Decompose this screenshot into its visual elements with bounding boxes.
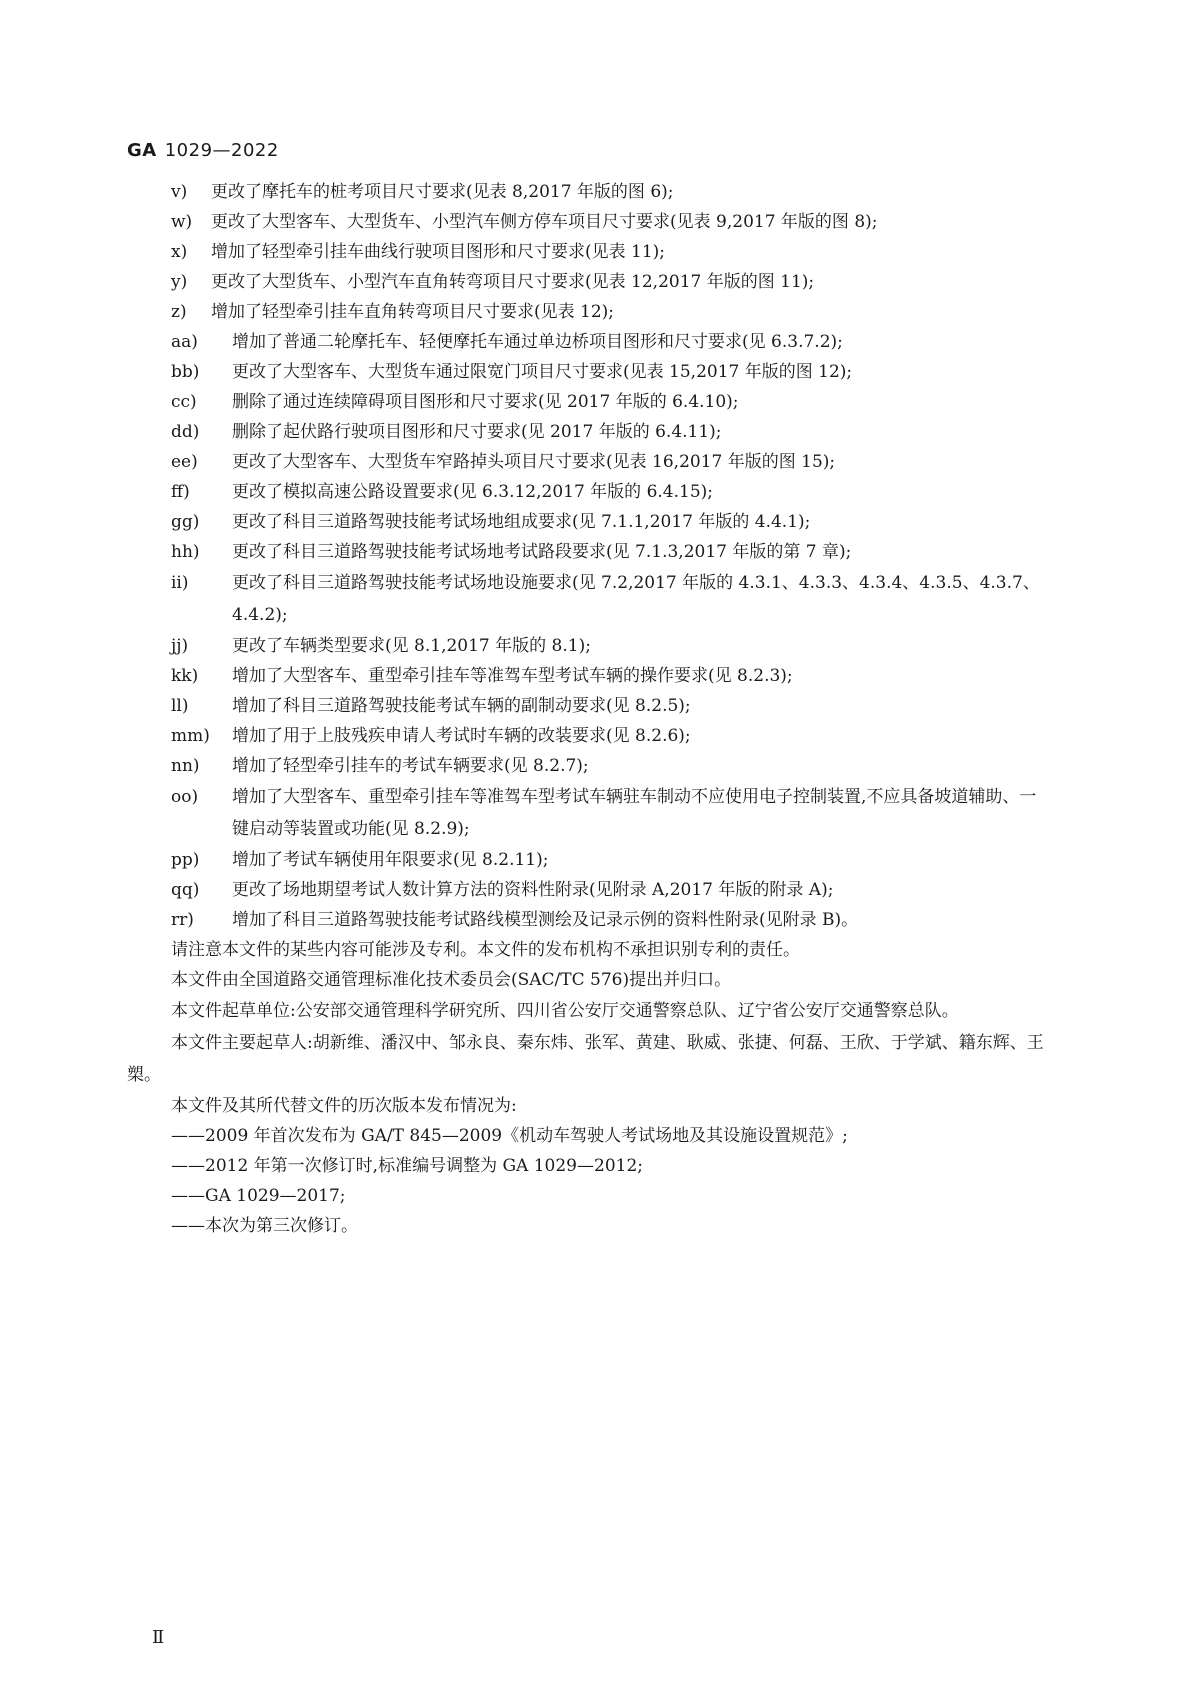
page-number: Ⅱ	[152, 1627, 165, 1648]
list-item-label: cc)	[171, 392, 197, 412]
list-item-label: aa)	[171, 332, 198, 352]
list-item-label: ll)	[171, 696, 189, 716]
list-item-text: 增加了考试车辆使用年限要求(见 8.2.11);	[232, 850, 549, 870]
list-item-label: w)	[171, 212, 193, 232]
list-item-text: 增加了普通二轮摩托车、轻便摩托车通过单边桥项目图形和尺寸要求(见 6.3.7.2);	[232, 332, 843, 352]
list-item-text: 增加了大型客车、重型牵引挂车等准驾车型考试车辆的操作要求(见 8.2.3);	[232, 666, 793, 686]
list-item-label: pp)	[171, 850, 200, 870]
list-item-text: 更改了科目三道路驾驶技能考试场地设施要求(见 7.2,2017 年版的 4.3.1、4.3.3、4.3.4、4.3.5、4.3.7、4.4.2);	[232, 573, 1040, 625]
list-item	[0, 447, 1191, 477]
list-item-text: 更改了大型客车、大型货车通过限宽门项目尺寸要求(见表 15,2017 年版的图 12);	[232, 362, 853, 382]
list-item	[0, 631, 1191, 661]
document-body	[0, 177, 1191, 1241]
list-item	[0, 207, 1191, 237]
list-item-label: hh)	[171, 542, 200, 562]
list-item-text: 增加了用于上肢残疾申请人考试时车辆的改装要求(见 8.2.6);	[232, 726, 691, 746]
list-item-text: 增加了轻型牵引挂车直角转弯项目尺寸要求(见表 12);	[211, 302, 615, 322]
list-item-label: oo)	[171, 787, 199, 807]
list-item-label: jj)	[171, 636, 189, 656]
list-item	[0, 781, 1191, 845]
list-item	[0, 845, 1191, 875]
list-item	[0, 905, 1191, 935]
list-item	[0, 477, 1191, 507]
history-item: ——2009 年首次发布为 GA/T 845—2009《机动车驾驶人考试场地及其设施设置规范》;	[171, 1126, 848, 1146]
history-item: ——2012 年第一次修订时,标准编号调整为 GA 1029—2012;	[171, 1156, 643, 1176]
list-item	[0, 567, 1191, 631]
list-item	[0, 875, 1191, 905]
list-item-text: 更改了车辆类型要求(见 8.1,2017 年版的 8.1);	[232, 636, 591, 656]
list-item-text: 增加了科目三道路驾驶技能考试路线模型测绘及记录示例的资料性附录(见附录 B)。	[232, 910, 859, 930]
list-item-label: nn)	[171, 756, 200, 776]
list-item-text: 增加了轻型牵引挂车曲线行驶项目图形和尺寸要求(见表 11);	[211, 242, 666, 262]
list-item-text: 增加了科目三道路驾驶技能考试车辆的副制动要求(见 8.2.5);	[232, 696, 691, 716]
list-item-label: z)	[171, 302, 187, 322]
list-item-text: 更改了大型客车、大型货车、小型汽车侧方停车项目尺寸要求(见表 9,2017 年版的图 8);	[211, 212, 878, 232]
list-item-text: 更改了大型客车、大型货车窄路掉头项目尺寸要求(见表 16,2017 年版的图 15);	[232, 452, 836, 472]
list-item	[0, 327, 1191, 357]
list-item	[0, 661, 1191, 691]
list-item	[0, 721, 1191, 751]
list-item-text: 删除了通过连续障碍项目图形和尺寸要求(见 2017 年版的 6.4.10);	[232, 392, 739, 412]
list-item-text: 增加了轻型牵引挂车的考试车辆要求(见 8.2.7);	[232, 756, 589, 776]
list-item-text: 增加了大型客车、重型牵引挂车等准驾车型考试车辆驻车制动不应使用电子控制装置,不应具备坡道辅助、一键启动等装置或功能(见 8.2.9);	[232, 787, 1037, 839]
history-intro: 本文件及其所代替文件的历次版本发布情况为:	[171, 1096, 517, 1116]
standard-number: 1029—2022	[164, 140, 279, 161]
list-item	[0, 297, 1191, 327]
list-item-label: qq)	[171, 880, 200, 900]
list-item	[0, 177, 1191, 207]
list-item-text: 更改了摩托车的桩考项目尺寸要求(见表 8,2017 年版的图 6);	[211, 182, 674, 202]
list-item-text: 更改了大型货车、小型汽车直角转弯项目尺寸要求(见表 12,2017 年版的图 11);	[211, 272, 815, 292]
list-item-text: 更改了科目三道路驾驶技能考试场地组成要求(见 7.1.1,2017 年版的 4.4.1);	[232, 512, 811, 532]
list-item-label: ee)	[171, 452, 198, 472]
drafters: 本文件主要起草人:胡新维、潘汉中、邹永良、秦东炜、张军、黄建、耿威、张捷、何磊、王欣、于学斌、籍东辉、王槊。	[127, 1033, 1044, 1085]
list-item	[0, 507, 1191, 537]
list-item	[0, 691, 1191, 721]
list-item	[0, 751, 1191, 781]
list-item	[0, 357, 1191, 387]
list-item-label: gg)	[171, 512, 200, 532]
proposer-statement: 本文件由全国道路交通管理标准化技术委员会(SAC/TC 576)提出并归口。	[171, 970, 732, 990]
list-item-label: ii)	[171, 573, 189, 593]
history-item: ——GA 1029—2017;	[171, 1186, 346, 1206]
list-item-label: x)	[171, 242, 188, 262]
list-item	[0, 537, 1191, 567]
list-item-text: 删除了起伏路行驶项目图形和尺寸要求(见 2017 年版的 6.4.11);	[232, 422, 722, 442]
standard-code: GA	[127, 140, 157, 161]
document-header	[127, 140, 279, 161]
list-item-text: 更改了模拟高速公路设置要求(见 6.3.12,2017 年版的 6.4.15);	[232, 482, 714, 502]
list-item-label: mm)	[171, 726, 210, 746]
list-item-label: ff)	[171, 482, 190, 502]
list-item	[0, 237, 1191, 267]
list-item-label: bb)	[171, 362, 200, 382]
list-item	[0, 387, 1191, 417]
list-item-label: v)	[171, 182, 188, 202]
list-item-label: kk)	[171, 666, 199, 686]
drafting-units: 本文件起草单位:公安部交通管理科学研究所、四川省公安厅交通警察总队、辽宁省公安厅交通警察总队。	[171, 1001, 959, 1021]
history-item: ——本次为第三次修订。	[171, 1216, 358, 1236]
list-item-label: rr)	[171, 910, 194, 930]
list-item-label: dd)	[171, 422, 200, 442]
list-item-text: 更改了科目三道路驾驶技能考试场地考试路段要求(见 7.1.3,2017 年版的第 7 章);	[232, 542, 852, 562]
list-item	[0, 417, 1191, 447]
list-item-label: y)	[171, 272, 188, 292]
list-item	[0, 267, 1191, 297]
patent-notice: 请注意本文件的某些内容可能涉及专利。本文件的发布机构不承担识别专利的责任。	[171, 940, 800, 960]
list-item-text: 更改了场地期望考试人数计算方法的资料性附录(见附录 A,2017 年版的附录 A);	[232, 880, 834, 900]
